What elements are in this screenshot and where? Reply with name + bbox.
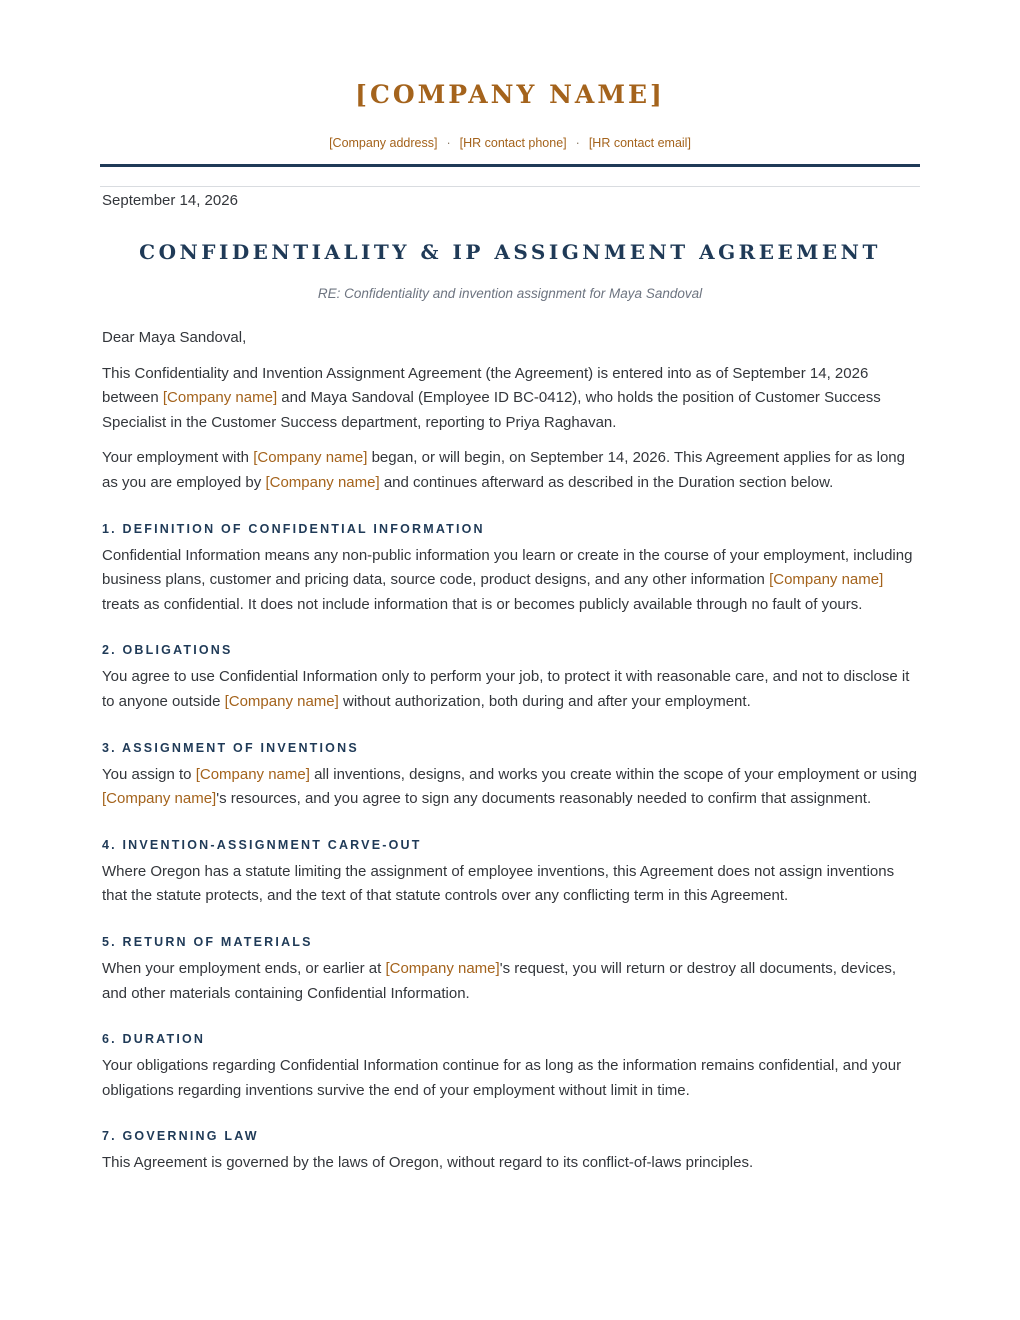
section-heading-governing-law: 7. GOVERNING LAW — [102, 1129, 259, 1144]
text-run: When your employment ends, or earlier at — [102, 959, 386, 977]
hr-contact-phone: [HR contact phone] — [459, 136, 567, 150]
section-body-governing-law: This Agreement is governed by the laws of Oregon, without regard to its conflict-of-laws principles. — [102, 1154, 754, 1172]
text-run: Confidential Information means any non-public information you learn or create in the course of your employment, including business plans, customer and pricing data, source code, product designs, and any other information — [102, 546, 913, 589]
section-body-return — [102, 957, 922, 1006]
contact-separator: · — [446, 136, 451, 150]
text-run: Your employment with — [102, 449, 254, 467]
section-heading-assignment: 3. ASSIGNMENT OF INVENTIONS — [102, 740, 359, 755]
text-run: You assign to — [102, 765, 196, 783]
section-heading-definition: 1. DEFINITION OF CONFIDENTIAL INFORMATION — [102, 521, 485, 536]
company-address: [Company address] — [329, 136, 438, 150]
employment-paragraph — [102, 446, 922, 495]
letter-date: September 14, 2026 — [102, 192, 238, 209]
section-body-carve-out: Where Oregon has a statute limiting the assignment of employee inventions, this Agreement does not assign inventions that the statute protects, and the text of that statute controls over any conflicting term in this Agreement. — [102, 862, 895, 905]
text-run: began, or will begin, on September 14, 2026. This Agreement applies for as long as you are employed by — [102, 449, 905, 491]
letterhead-divider — [100, 164, 920, 167]
company-placeholder: [Company name] — [253, 449, 368, 467]
section-body-obligations — [102, 665, 922, 714]
section-body-definition — [102, 544, 922, 618]
company-placeholder: [Company name] — [195, 765, 310, 783]
section-heading-return: 5. RETURN OF MATERIALS — [102, 934, 313, 949]
hr-contact-email: [HR contact email] — [588, 136, 691, 150]
text-run: This Confidentiality and Invention Assignment Agreement (the Agreement) is entered into as of September 14, 2026 between — [102, 364, 869, 407]
header-divider — [100, 186, 920, 187]
document-title: CONFIDENTIALITY & IP ASSIGNMENT AGREEMENT — [139, 240, 881, 264]
text-run: and Maya Sandoval (Employee ID BC-0412), who holds the position of Customer Success Specialist in the Customer Success department, reporting to Priya Raghavan. — [102, 389, 881, 431]
company-placeholder: [Company name] — [224, 692, 339, 710]
company-placeholder: [Company name] — [265, 473, 380, 491]
section-body-duration: Your obligations regarding Confidential Information continue for as long as the information remains confidential, and your obligations regarding inventions survive the end of your employment without limit in time. — [102, 1057, 902, 1099]
text-run: 's request, you will return or destroy all documents, devices, and other materials containing Confidential Information. — [102, 959, 897, 1002]
text-run: without authorization, both during and after your employment. — [338, 692, 751, 710]
text-run: You agree to use Confidential Information only to perform your job, to protect it with reasonable care, and not to disclose it to anyone outside — [102, 668, 910, 710]
letterhead-contact-line — [0, 136, 1020, 150]
text-run: 's resources, and you agree to sign any documents reasonably needed to confirm that assignment. — [216, 790, 872, 808]
section-heading-carve-out: 4. INVENTION-ASSIGNMENT CARVE-OUT — [102, 837, 422, 852]
contact-separator: · — [575, 136, 580, 150]
salutation: Dear Maya Sandoval, — [102, 329, 247, 346]
company-name: [COMPANY NAME] — [355, 80, 665, 109]
text-run: treats as confidential. It does not include information that is or becomes publicly available through no fault of yours. — [102, 595, 863, 613]
company-placeholder: [Company name] — [162, 389, 278, 407]
company-placeholder: [Company name] — [102, 790, 217, 808]
company-placeholder: [Company name] — [385, 959, 500, 977]
intro-paragraph — [102, 362, 922, 436]
letter-body — [102, 326, 922, 1187]
section-heading-obligations: 2. OBLIGATIONS — [102, 643, 233, 658]
section-body-assignment — [102, 763, 922, 812]
subject-line: RE: Confidentiality and invention assignment for Maya Sandoval — [317, 286, 703, 301]
company-placeholder: [Company name] — [769, 571, 884, 589]
text-run: all inventions, designs, and works you create within the scope of your employment or using — [309, 765, 917, 783]
text-run: and continues afterward as described in the Duration section below. — [379, 473, 834, 491]
section-heading-duration: 6. DURATION — [102, 1032, 206, 1047]
